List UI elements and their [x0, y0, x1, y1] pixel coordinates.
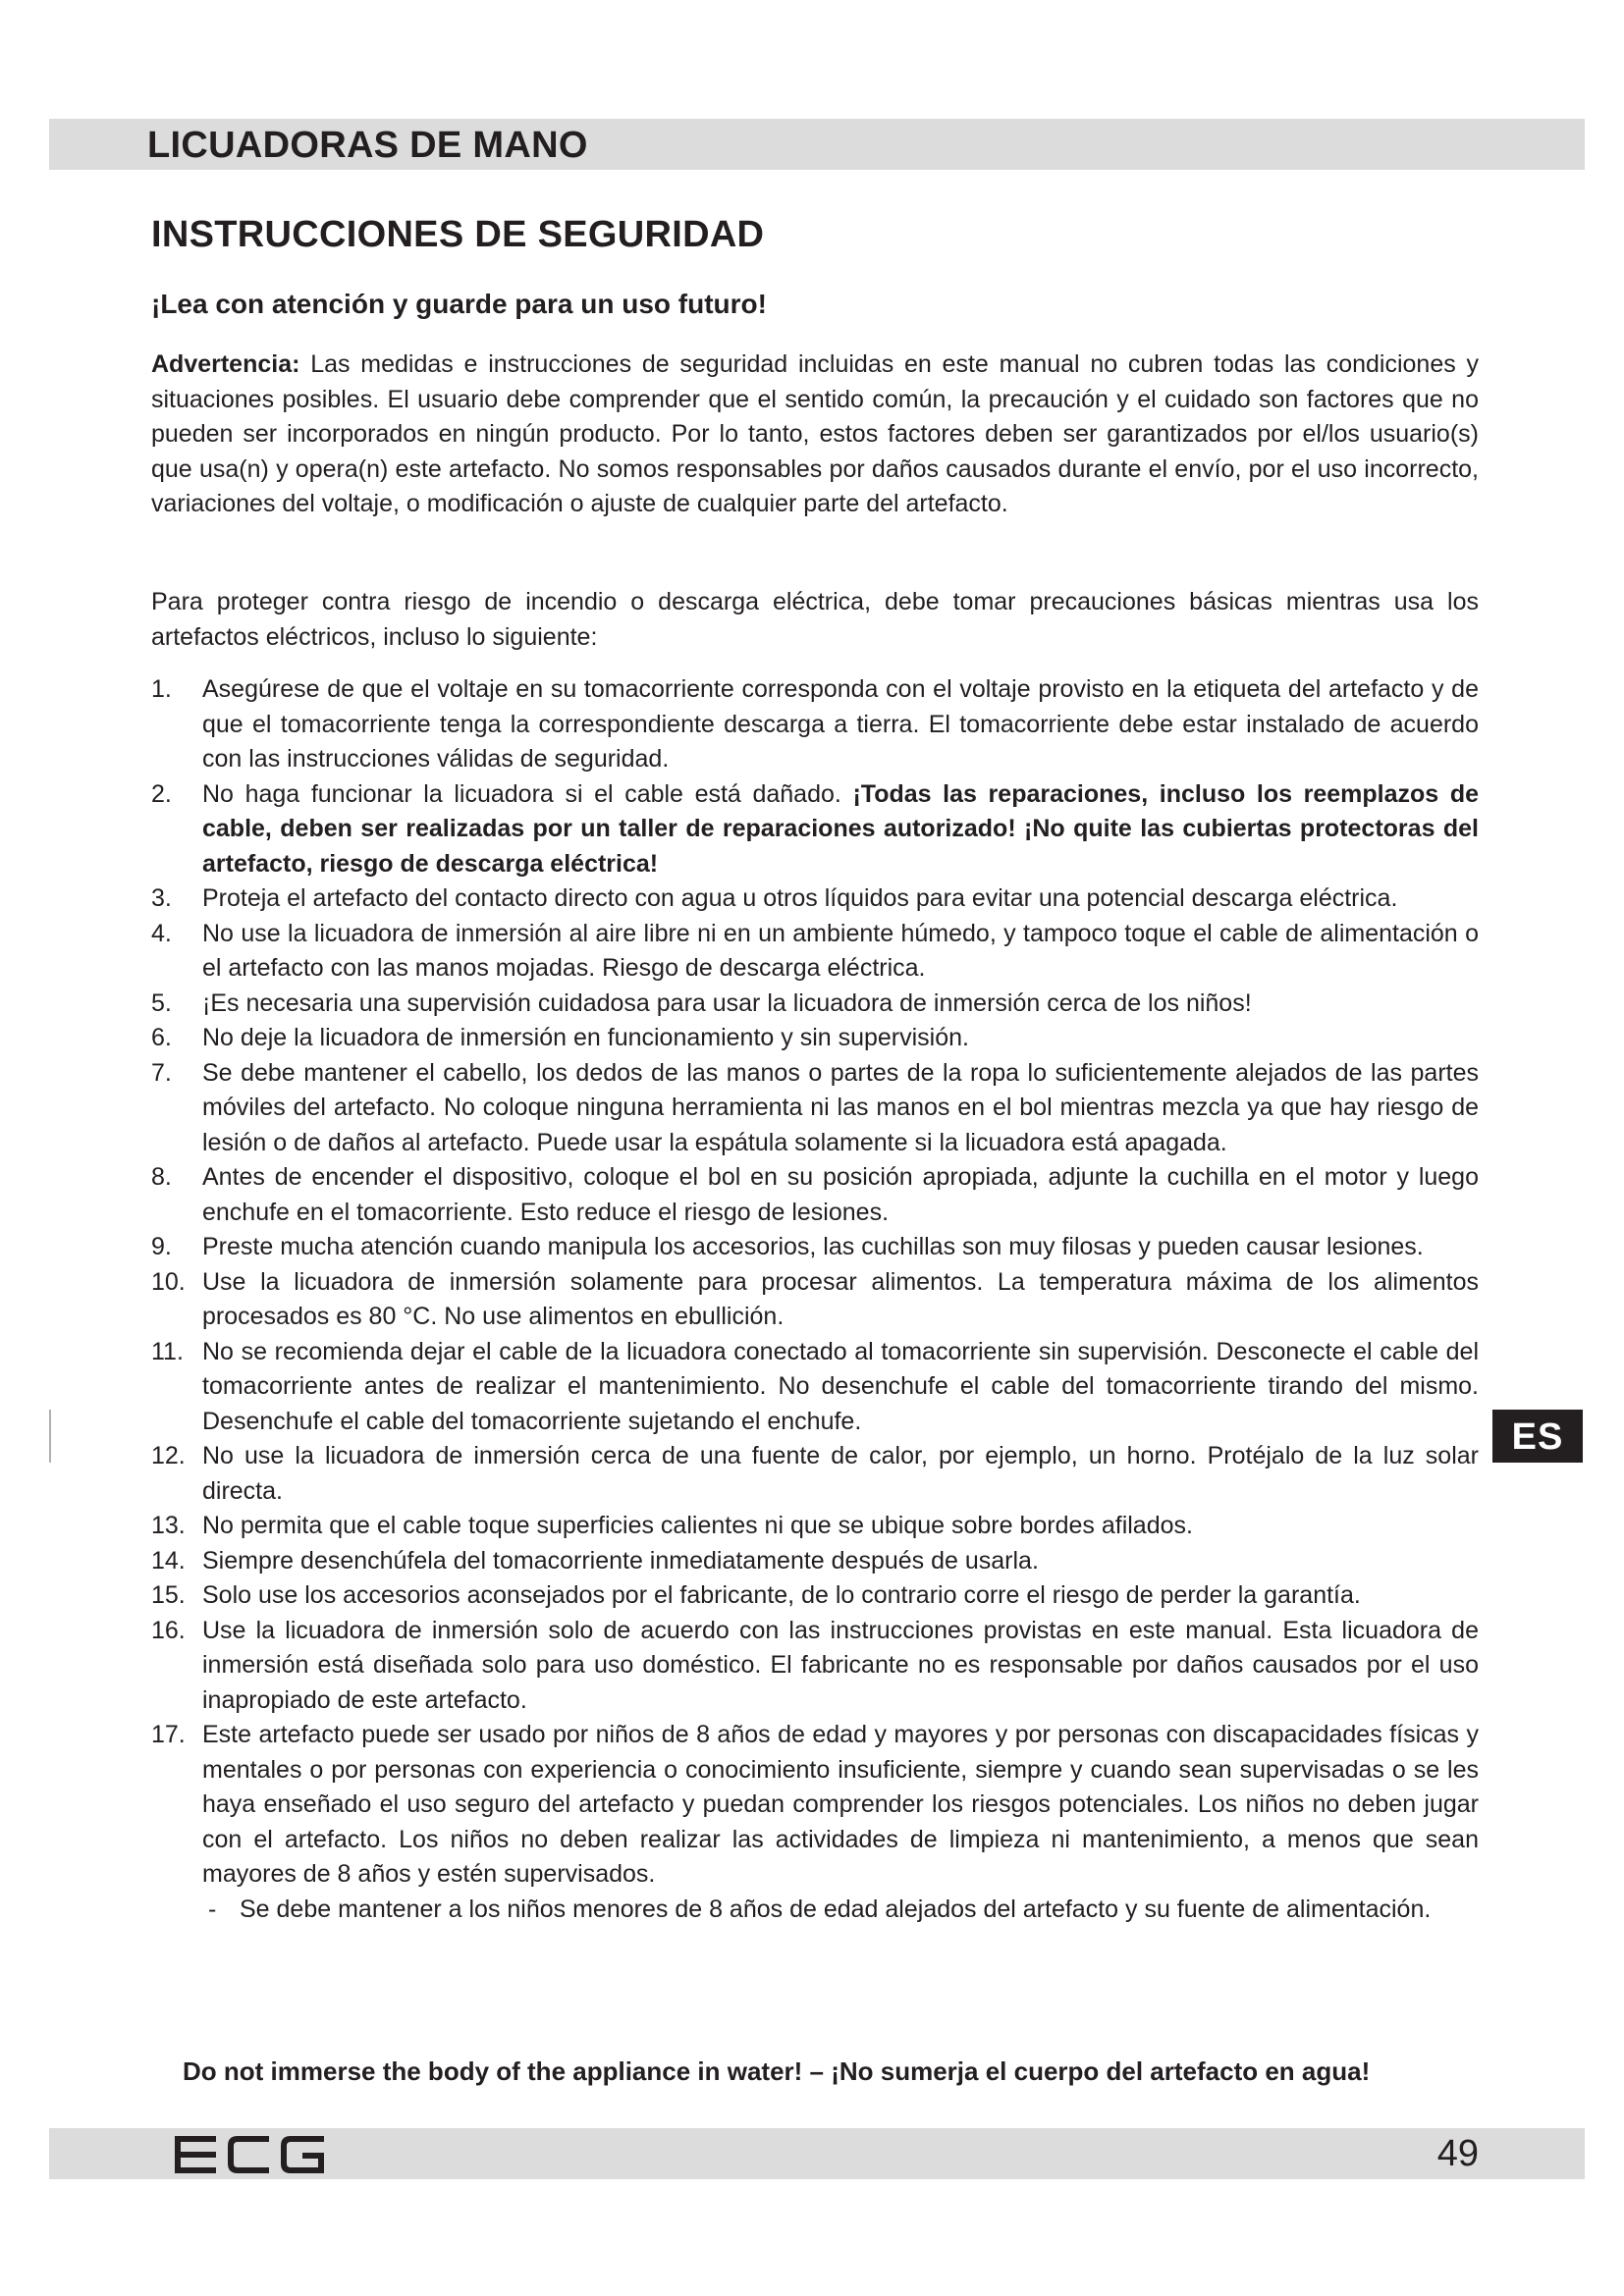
item-text: Asegúrese de que el voltaje en su tomacorriente corresponda con el voltaje provisto en la etiqueta del artefacto y de que el tomacorriente tenga la correspondiente descarga a tierra. El tomacorriente debe estar instalado de acuerdo con las instrucciones válidas de seguridad.	[202, 675, 1479, 773]
item-text: Siempre desenchúfela del tomacorriente inmediatamente después de usarla.	[202, 1546, 1039, 1575]
item-text: Proteja el artefacto del contacto directo con agua u otros líquidos para evitar una potencial descarga eléctrica.	[202, 884, 1398, 912]
list-item	[151, 881, 1479, 917]
item-text: No deje la licuadora de inmersión en funcionamiento y sin supervisión.	[202, 1024, 969, 1051]
language-tab: ES	[1492, 1410, 1583, 1463]
list-item	[151, 777, 1479, 882]
item-number: 11.	[151, 1337, 184, 1365]
list-item	[151, 1335, 1479, 1440]
item-number: 13.	[151, 1512, 186, 1539]
sub-item-bullet: -	[208, 1895, 217, 1923]
list-item	[151, 672, 1479, 777]
item-number: 16.	[151, 1616, 186, 1644]
item-text: No haga funcionar la licuadora si el cable está dañado.	[202, 779, 853, 808]
warning-label: Advertencia:	[151, 350, 300, 378]
item-number: 4.	[151, 919, 172, 947]
list-item	[151, 1056, 1479, 1161]
warning-text: Las medidas e instrucciones de seguridad incluidas en este manual no cubren todas las condiciones y situaciones posibles. El usuario debe comprender que el sentido común, la precaución y el cuidado son factores que no pueden ser incorporados en ningún producto. Por lo tanto, estos factores deben ser garantizados por el/los usuario(s) que usa(n) y opera(n) este artefacto. No somos responsables por daños causados durante el envío, por el uso incorrecto, variaciones del voltaje, o modificación o ajuste de cualquier parte del artefacto.	[151, 350, 1479, 517]
section-title: INSTRUCCIONES DE SEGURIDAD	[151, 214, 765, 255]
page-title: LICUADORAS DE MANO	[147, 125, 588, 166]
margin-rule	[49, 1410, 51, 1463]
item-number: 15.	[151, 1581, 186, 1609]
list-item	[151, 1160, 1479, 1230]
item-number: 8.	[151, 1163, 172, 1191]
page-number: 49	[1436, 2133, 1479, 2174]
warning-paragraph	[151, 347, 1479, 522]
item-text: No permita que el cable toque superficies calientes ni que se ubique sobre bordes afilados.	[202, 1512, 1193, 1539]
item-text: Solo use los accesorios aconsejados por el fabricante, de lo contrario corre el riesgo de perder la garantía.	[202, 1581, 1361, 1609]
final-warning-note: Do not immerse the body of the appliance in water! – ¡No sumerja el cuerpo del artefacto en agua!	[183, 2056, 1371, 2086]
item-number: 1.	[151, 675, 172, 703]
item-text: No use la licuadora de inmersión al aire libre ni en un ambiente húmedo, y tampoco toque el cable de alimentación o el artefacto con las manos mojadas. Riesgo de descarga eléctrica.	[202, 919, 1479, 982]
item-text: No use la licuadora de inmersión cerca de una fuente de calor, por ejemplo, un horno. Protéjalo de la luz solar directa.	[202, 1442, 1479, 1505]
list-item	[151, 917, 1479, 987]
sub-list-item	[151, 1893, 1479, 1928]
list-item	[151, 1509, 1479, 1544]
item-text: Use la licuadora de inmersión solamente para procesar alimentos. La temperatura máxima de los alimentos procesados es 80 °C. No use alimentos en ebullición.	[202, 1267, 1479, 1330]
intro-paragraph: Para proteger contra riesgo de incendio o descarga eléctrica, debe tomar precauciones básicas mientras usa los artefactos eléctricos, incluso lo siguiente:	[151, 588, 1479, 651]
item-text: Este artefacto puede ser usado por niños de 8 años de edad y mayores y por personas con discapacidades físicas y mentales o por personas con experiencia o conocimiento insuficiente, siempre y cuando sean supervisadas o se les haya enseñado el uso seguro del artefacto y puedan comprender los riesgos potenciales. Los niños no deben jugar con el artefacto. Los niños no deben realizar las actividades de limpieza ni mantenimiento, a menos que sean mayores de 8 años y estén supervisados.	[202, 1721, 1479, 1888]
item-text: ¡Es necesaria una supervisión cuidadosa para usar la licuadora de inmersión cerca de los niños!	[202, 988, 1252, 1017]
brand-logo	[175, 2136, 327, 2173]
item-number: 9.	[151, 1233, 172, 1260]
section-subtitle: ¡Lea con atención y guarde para un uso futuro!	[151, 289, 767, 319]
item-text: Use la licuadora de inmersión solo de acuerdo con las instrucciones provistas en este manual. Esta licuadora de inmersión está diseñada solo para uso doméstico. El fabricante no es responsable por daños causados por el uso inapropiado de este artefacto.	[202, 1616, 1479, 1714]
list-item	[151, 1614, 1479, 1719]
list-item	[151, 1578, 1479, 1614]
list-item	[151, 1439, 1479, 1509]
item-number: 7.	[151, 1058, 172, 1087]
list-item	[151, 1230, 1479, 1265]
item-number: 12.	[151, 1442, 186, 1469]
list-item	[151, 1718, 1479, 1893]
list-item	[151, 1021, 1479, 1056]
item-text: Preste mucha atención cuando manipula los accesorios, las cuchillas son muy filosas y pueden causar lesiones.	[202, 1233, 1424, 1260]
item-number: 5.	[151, 988, 172, 1017]
list-item	[151, 987, 1479, 1022]
sub-item-text: Se debe mantener a los niños menores de 8 años de edad alejados del artefacto y su fuente de alimentación.	[240, 1895, 1432, 1923]
item-bold-text: ¡Todas las reparaciones, incluso los reemplazos de cable, deben ser realizadas por un taller de reparaciones autorizado! ¡No quite las cubiertas protectoras del artefacto, riesgo de descarga eléctrica!	[202, 779, 1480, 878]
item-number: 3.	[151, 884, 172, 912]
item-number: 2.	[151, 779, 172, 808]
item-number: 6.	[151, 1024, 172, 1051]
item-number: 14.	[151, 1546, 186, 1575]
item-number: 10.	[151, 1267, 186, 1296]
item-text: No se recomienda dejar el cable de la licuadora conectado al tomacorriente sin supervisión. Desconecte el cable del tomacorriente antes de realizar el mantenimiento. No desenchufe el cable del tomacorriente tirando del mismo. Desenchufe el cable del tomacorriente sujetando el enchufe.	[202, 1337, 1479, 1435]
list-item	[151, 1265, 1479, 1335]
list-item	[151, 1544, 1479, 1579]
item-text: Se debe mantener el cabello, los dedos de las manos o partes de la ropa lo suficientemente alejados de las partes móviles del artefacto. No coloque ninguna herramienta ni las manos en el bol mientras mezcla ya que hay riesgo de lesión o de daños al artefacto. Puede usar la espátula solamente si la licuadora está apagada.	[202, 1058, 1479, 1156]
item-number: 17.	[151, 1721, 186, 1748]
item-text: Antes de encender el dispositivo, coloque el bol en su posición apropiada, adjunte la cuchilla en el motor y luego enchufe en el tomacorriente. Esto reduce el riesgo de lesiones.	[202, 1163, 1479, 1226]
safety-list	[151, 672, 1479, 1927]
